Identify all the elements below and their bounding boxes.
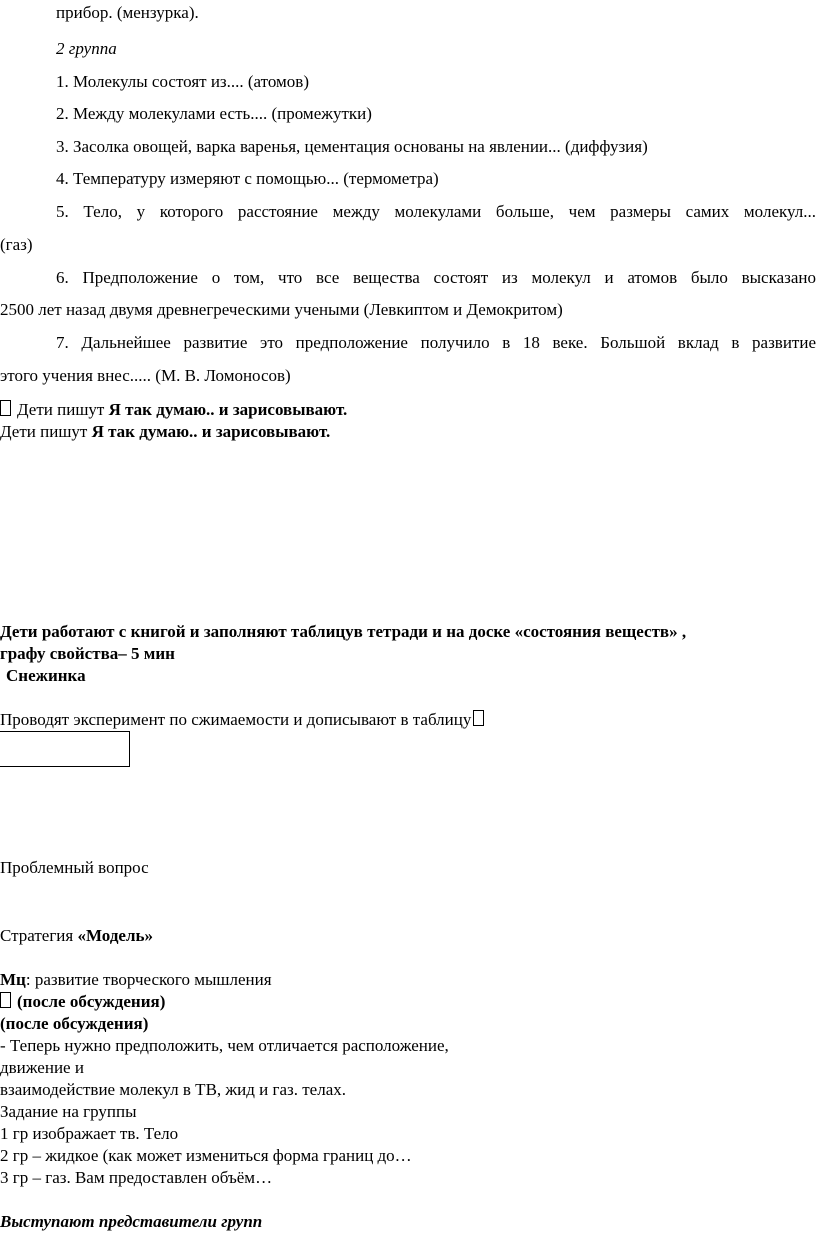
after-discussion-bullet — [0, 991, 165, 1013]
mc-line — [0, 969, 272, 991]
snowflake-label: Снежинка — [6, 666, 86, 685]
after-discussion: (после обсуждения) — [0, 1014, 149, 1033]
experiment-text: Проводят эксперимент по сжимаемости и дописывают в таблицу — [0, 710, 472, 729]
body-line: взаимодействие молекул в ТВ, жид и газ. телах. — [0, 1080, 346, 1099]
list-item: 5. Тело, у которого расстояние между молекулами больше, чем размеры самих молекул... — [56, 202, 816, 221]
after-discussion-text: (после обсуждения) — [17, 992, 166, 1011]
body-line: Задание на группы — [0, 1102, 137, 1121]
book-task-line: графу свойства– 5 мин — [0, 644, 175, 663]
think-line — [0, 421, 330, 443]
think-bold: Я так думаю.. и зарисовывают. — [108, 400, 348, 419]
missing-glyph-icon — [0, 992, 11, 1008]
body-line: движение и — [0, 1058, 84, 1077]
missing-glyph-icon — [473, 710, 484, 726]
strategy-prefix: Стратегия — [0, 926, 78, 945]
list-item: 7. Дальнейшее развитие это предположение получило в 18 веке. Большой вклад в развитие — [56, 333, 816, 352]
think-prefix: Дети пишут — [17, 400, 109, 419]
think-bold: Я так думаю.. и зарисовывают. — [91, 422, 331, 441]
think-line-bullet — [0, 399, 347, 421]
strategy-line — [0, 925, 153, 947]
list-item: 1. Молекулы состоят из.... (атомов) — [56, 72, 309, 91]
group-heading: 2 группа — [56, 39, 117, 58]
book-task-line: Дети работают с книгой и заполняют таблицув тетради и на доске «состояния веществ» , — [0, 622, 687, 641]
list-item: 6. Предположение о том, что все вещества состоят из молекул и атомов было высказано — [56, 268, 816, 287]
intro-line: прибор. (мензурка). — [56, 3, 199, 22]
empty-text-box — [0, 731, 130, 767]
think-prefix: Дети пишут — [0, 422, 92, 441]
list-item-continuation: (газ) — [0, 235, 33, 254]
mc-label: Мц — [0, 970, 26, 989]
list-item-continuation: 2500 лет назад двумя древнегреческими учеными (Левкиптом и Демокритом) — [0, 300, 563, 319]
problem-question: Проблемный вопрос — [0, 858, 149, 877]
footer-line: Выступают представители групп — [0, 1212, 263, 1231]
list-item: 4. Температуру измеряют с помощью... (термометра) — [56, 169, 439, 188]
missing-glyph-icon — [0, 400, 11, 416]
list-item: 2. Между молекулами есть.... (промежутки) — [56, 104, 372, 123]
body-line: 2 гр – жидкое (как может измениться форма границ до… — [0, 1146, 412, 1165]
experiment-line — [0, 709, 490, 731]
body-line: 1 гр изображает тв. Тело — [0, 1124, 179, 1143]
body-line: 3 гр – газ. Вам предоставлен объём… — [0, 1168, 273, 1187]
strategy-name: «Модель» — [77, 926, 153, 945]
list-item: 3. Засолка овощей, варка варенья, цементация основаны на явлении... (диффузия) — [56, 137, 648, 156]
body-line: - Теперь нужно предположить, чем отличается расположение, — [0, 1036, 449, 1055]
list-item-continuation: этого учения внес..... (М. В. Ломоносов) — [0, 366, 291, 385]
mc-text: : развитие творческого мышления — [25, 970, 272, 989]
